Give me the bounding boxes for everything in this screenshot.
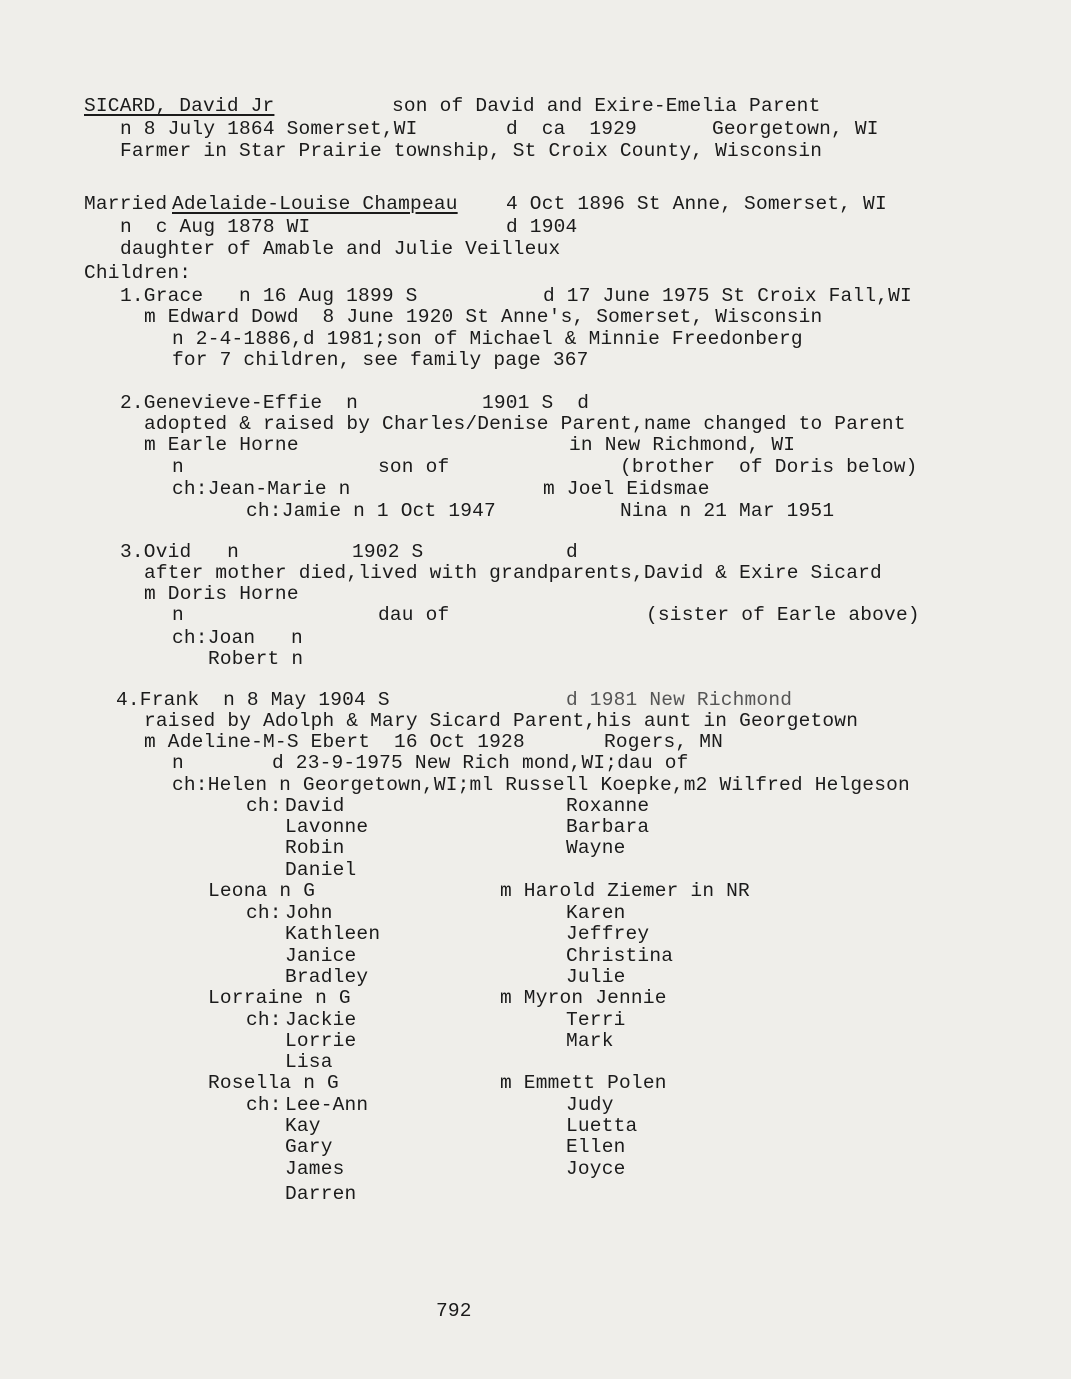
child2-line1: 2.Genevieve-Effie n (120, 392, 359, 414)
child4-grandchild-helen: ch:Helen n Georgetown,WI;ml Russell Koepke,m2 Wilfred Helgeson (172, 774, 910, 796)
list-item: Gary (285, 1136, 333, 1158)
spouse-name: Adelaide-Louise Champeau (172, 193, 458, 215)
child1-line1: 1.Grace n 16 Aug 1899 S (120, 285, 418, 307)
child3-note: after mother died,lived with grandparents,David & Exire Sicard (144, 562, 882, 584)
marriage-details: 4 Oct 1896 St Anne, Somerset, WI (506, 193, 887, 215)
list-item: Judy (566, 1094, 614, 1116)
list-item: David (285, 795, 345, 817)
child4-marriage-place: Rogers, MN (604, 731, 724, 753)
child2-grandchild-spouse: m Joel Eidsmae (543, 478, 710, 500)
child4-death: d 1981 New Richmond (566, 689, 793, 711)
child3-marriage: m Doris Horne (144, 583, 299, 605)
child2-spouse-parents: son of (378, 456, 450, 478)
list-item: Darren (285, 1183, 357, 1205)
list-item: Bradley (285, 966, 369, 988)
grandchild-leona: Leona n G (208, 880, 316, 902)
child4-spouse-birth: n (172, 752, 184, 774)
child4-line1: 4.Frank n 8 May 1904 S (116, 689, 390, 711)
child3-spouse-note: (sister of Earle above) (646, 604, 920, 626)
child1-death: d 17 June 1975 St Croix Fall,WI (543, 285, 912, 307)
list-item: Mark (566, 1030, 614, 1052)
helen-children-label: ch: (246, 795, 282, 817)
subject-occupation: Farmer in Star Prairie township, St Croix County, Wisconsin (120, 140, 823, 162)
list-item: Jeffrey (566, 923, 650, 945)
marriage-prefix: Married (84, 193, 168, 215)
child3-grandchild-1: ch:Joan n (172, 627, 303, 649)
child3-birth: 1902 S (352, 541, 424, 563)
child4-marriage: m Adeline-M-S Ebert 16 Oct 1928 (144, 731, 525, 753)
list-item: Kay (285, 1115, 321, 1137)
grandchild-rosella: Rosella n G (208, 1072, 339, 1094)
grandchild-lorraine-marriage: m Myron Jennie (500, 987, 667, 1009)
list-item: Christina (566, 945, 674, 967)
grandchild-leona-marriage: m Harold Ziemer in NR (500, 880, 750, 902)
leona-children-label: ch: (246, 902, 282, 924)
list-item: Luetta (566, 1115, 638, 1137)
subject-parents: son of David and Exire-Emelia Parent (392, 95, 821, 117)
child2-marriage-place: in New Richmond, WI (569, 434, 796, 456)
list-item: Wayne (566, 837, 626, 859)
child3-spouse-parents: dau of (378, 604, 450, 626)
grandchild-rosella-marriage: m Emmett Polen (500, 1072, 667, 1094)
child3-spouse-birth: n (172, 604, 184, 626)
list-item: Janice (285, 945, 357, 967)
child1-family-ref: for 7 children, see family page 367 (172, 349, 589, 371)
list-item: Terri (566, 1009, 626, 1031)
spouse-birth: n c Aug 1878 WI (120, 216, 311, 238)
child2-spouse-note: (brother of Doris below) (620, 456, 918, 478)
child2-great-grandchild-2: Nina n 21 Mar 1951 (620, 500, 835, 522)
list-item: Lee-Ann (285, 1094, 369, 1116)
subject-death: d ca 1929 (506, 118, 637, 140)
list-item: Joyce (566, 1158, 626, 1180)
child3-grandchild-2: Robert n (208, 648, 304, 670)
rosella-children-label: ch: (246, 1094, 282, 1116)
list-item: Roxanne (566, 795, 650, 817)
list-item: Lisa (285, 1051, 333, 1073)
child2-spouse-birth: n (172, 456, 184, 478)
subject-birth: n 8 July 1864 Somerset,WI (120, 118, 418, 140)
list-item: Robin (285, 837, 345, 859)
child3-line1: 3.Ovid n (120, 541, 240, 563)
subject-death-place: Georgetown, WI (712, 118, 879, 140)
child4-raised: raised by Adolph & Mary Sicard Parent,his aunt in Georgetown (144, 710, 859, 732)
list-item: Kathleen (285, 923, 381, 945)
list-item: Daniel (285, 859, 357, 881)
child2-great-grandchild-1: ch:Jamie n 1 Oct 1947 (246, 500, 496, 522)
child1-spouse-info: n 2-4-1886,d 1981;son of Michael & Minnie Freedonberg (172, 328, 803, 350)
child3-death: d (566, 541, 578, 563)
list-item: Jackie (285, 1009, 357, 1031)
list-item: Lorrie (285, 1030, 357, 1052)
list-item: Lavonne (285, 816, 369, 838)
child1-marriage: m Edward Dowd 8 June 1920 St Anne's, Somerset, Wisconsin (144, 306, 823, 328)
list-item: Barbara (566, 816, 650, 838)
child2-birth: 1901 S d (482, 392, 590, 414)
subject-name: SICARD, David Jr (84, 95, 275, 117)
spouse-death: d 1904 (506, 216, 578, 238)
child4-spouse-death: d 23-9-1975 New Rich mond,WI;dau of (272, 752, 689, 774)
lorraine-children-label: ch: (246, 1009, 282, 1031)
list-item: John (285, 902, 333, 924)
child2-grandchild: ch:Jean-Marie n (172, 478, 351, 500)
spouse-parents: daughter of Amable and Julie Veilleux (120, 238, 561, 260)
list-item: Julie (566, 966, 626, 988)
page-number: 792 (436, 1300, 472, 1322)
list-item: James (285, 1158, 345, 1180)
children-label: Children: (84, 262, 192, 284)
child2-adopted: adopted & raised by Charles/Denise Parent,name changed to Parent (144, 413, 906, 435)
list-item: Ellen (566, 1136, 626, 1158)
grandchild-lorraine: Lorraine n G (208, 987, 351, 1009)
list-item: Karen (566, 902, 626, 924)
child2-marriage: m Earle Horne (144, 434, 299, 456)
